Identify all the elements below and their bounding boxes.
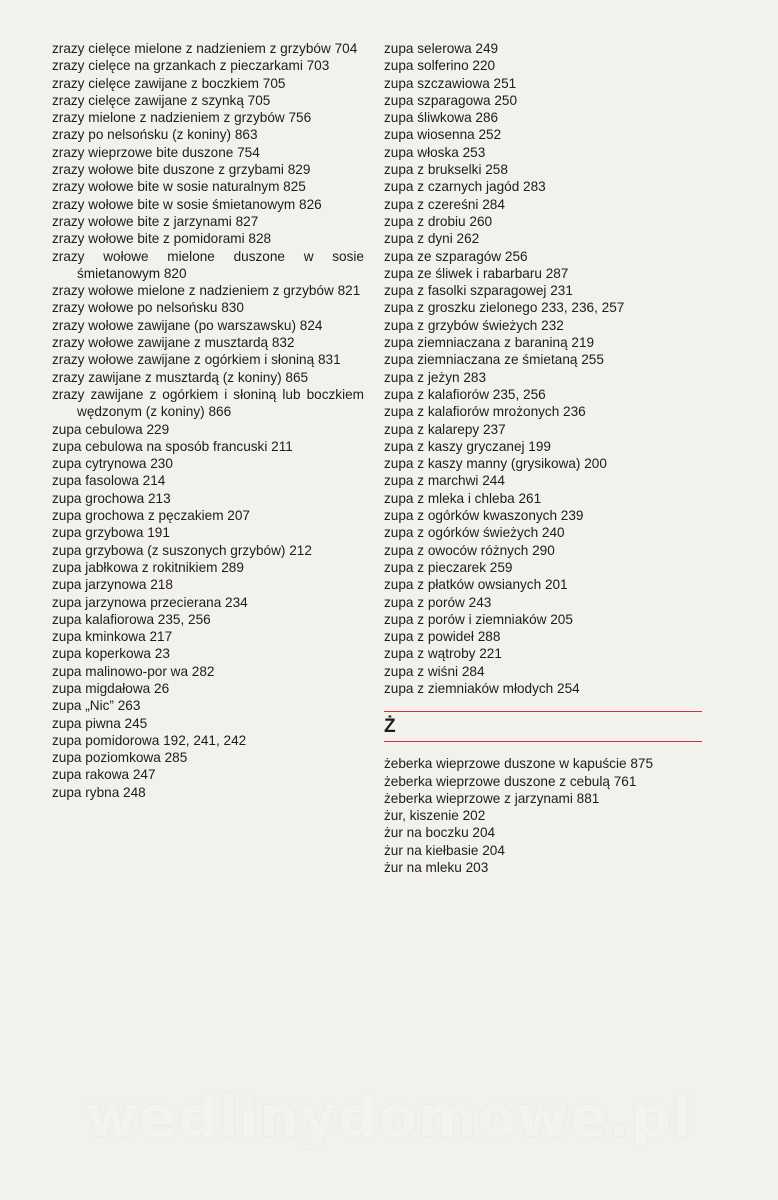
index-entry: zupa ziemniaczana ze śmietaną 255 — [384, 352, 604, 368]
index-entry: zupa fasolowa 214 — [52, 473, 166, 489]
index-entry: zupa z wątroby 221 — [384, 646, 502, 662]
index-entry: zupa z dyni 262 — [384, 231, 480, 247]
section-rule-bottom — [384, 741, 702, 742]
index-entry: zrazy wołowe zawijane z ogórkiem i słoniną 831 — [52, 352, 341, 368]
section-heading: Ż — [384, 716, 396, 738]
index-entry: zupa z marchwi 244 — [384, 473, 505, 489]
index-entry: zupa „Nic” 263 — [52, 698, 141, 714]
index-entry: żur na kiełbasie 204 — [384, 842, 505, 858]
index-entry: zrazy wołowe zawijane z musztardą 832 — [52, 335, 295, 351]
index-entry: zrazy wołowe bite w sosie naturalnym 825 — [52, 179, 306, 195]
index-entry: zupa z powideł 288 — [384, 629, 501, 645]
index-entry: zupa z kaszy gryczanej 199 — [384, 438, 551, 454]
index-entry: zupa piwna 245 — [52, 715, 148, 731]
watermark: wedlinydomowe.pl — [85, 1085, 693, 1150]
index-entry: zrazy cielęce zawijane z szynką 705 — [52, 92, 271, 108]
index-entry: zupa grochowa z pęczakiem 207 — [52, 508, 250, 524]
index-entry: zrazy wołowe bite duszone z grzybami 829 — [52, 162, 311, 178]
index-entry: zupa ze śliwek i rabarbaru 287 — [384, 265, 569, 281]
index-entry: zupa z ogórków świeżych 240 — [384, 525, 565, 541]
index-left-column — [52, 40, 364, 801]
z-entries-list — [384, 40, 702, 697]
index-right-column — [384, 40, 702, 876]
index-entry: zupa śliwkowa 286 — [384, 110, 499, 126]
index-entry: zrazy wołowe po nelsońsku 830 — [52, 300, 244, 316]
index-entry: zupa z czarnych jagód 283 — [384, 179, 546, 195]
index-entry: zupa grochowa 213 — [52, 490, 171, 506]
zh-entries-list — [384, 755, 702, 876]
index-entry: zupa kminkowa 217 — [52, 629, 173, 645]
index-entry: zupa z płatków owsianych 201 — [384, 577, 568, 593]
section-rule-top — [384, 711, 702, 712]
index-entry: zupa z kalarepy 237 — [384, 421, 506, 437]
index-entry: zupa cebulowa na sposób francuski 211 — [52, 438, 293, 454]
index-entry: zupa cytrynowa 230 — [52, 456, 173, 472]
index-entry: zupa selerowa 249 — [384, 41, 499, 56]
index-entry: zupa z wiśni 284 — [384, 663, 485, 679]
index-entry: zrazy zawijane z musztardą (z koniny) 865 — [52, 369, 309, 385]
index-entry: zupa z kalafiorów 235, 256 — [384, 386, 546, 402]
index-entry: zrazy wieprzowe bite duszone 754 — [52, 144, 260, 160]
index-entry: zupa włoska 253 — [384, 144, 486, 160]
index-entry: żeberka wieprzowe duszone w kapuście 875 — [384, 756, 654, 772]
index-entry: zupa z owoców różnych 290 — [384, 542, 555, 558]
index-entry: zupa z brukselki 258 — [384, 162, 508, 178]
index-entry: zrazy po nelsońsku (z koniny) 863 — [52, 127, 258, 143]
index-entry: zupa z jeżyn 283 — [384, 369, 487, 385]
index-entry: zupa koperkowa 23 — [52, 646, 170, 662]
index-entry: zupa malinowo-por wa 282 — [52, 663, 215, 679]
index-entry: zupa z kalafiorów mrożonych 236 — [384, 404, 586, 420]
index-entry: zupa grzybowa (z suszonych grzybów) 212 — [52, 542, 312, 558]
index-entry: zupa kalafiorowa 235, 256 — [52, 611, 211, 627]
index-entry: żeberka wieprzowe z jarzynami 881 — [384, 790, 600, 806]
index-entry: zupa jarzynowa przecierana 234 — [52, 594, 248, 610]
index-entry: zrazy mielone z nadzieniem z grzybów 756 — [52, 110, 312, 126]
index-entry: zrazy wołowe zawijane (po warszawsku) 824 — [52, 317, 323, 333]
index-entry: zupa z ogórków kwaszonych 239 — [384, 508, 584, 524]
index-entry: zupa z ziemniaków młodych 254 — [384, 680, 580, 696]
index-entry: zupa szczawiowa 251 — [384, 75, 517, 91]
index-entry: żur, kiszenie 202 — [384, 808, 486, 824]
index-entry: zupa pomidorowa 192, 241, 242 — [52, 732, 247, 748]
index-entry: zupa z pieczarek 259 — [384, 559, 513, 575]
index-entry: zupa grzybowa 191 — [52, 525, 170, 541]
index-entry: zupa wiosenna 252 — [384, 127, 502, 143]
index-entry: zupa rakowa 247 — [52, 767, 156, 783]
index-entry: zrazy wołowe mielone z nadzieniem z grzybów 821 — [52, 283, 361, 299]
index-entry: zupa z fasolki szparagowej 231 — [384, 283, 573, 299]
index-entry: zrazy wołowe bite z jarzynami 827 — [52, 213, 259, 229]
index-entry: zrazy wołowe mielone duszone w sosie śmietanowym 820 — [52, 248, 364, 281]
index-entry: zupa z kaszy manny (grysikowa) 200 — [384, 456, 607, 472]
index-entry: zupa z czereśni 284 — [384, 196, 505, 212]
index-entry: zupa cebulowa 229 — [52, 421, 170, 437]
index-entry: zrazy cielęce na grzankach z pieczarkami 703 — [52, 58, 330, 74]
index-entry: zupa rybna 248 — [52, 784, 146, 800]
index-entry: zupa z porów i ziemniaków 205 — [384, 611, 573, 627]
index-entry: zrazy wołowe bite z pomidorami 828 — [52, 231, 272, 247]
index-entry: zupa szparagowa 250 — [384, 92, 518, 108]
index-entry: żur na boczku 204 — [384, 825, 496, 841]
index-entry: zupa jarzynowa 218 — [52, 577, 173, 593]
index-entry: zrazy zawijane z ogórkiem i słoniną lub boczkiem wędzonym (z koniny) 866 — [52, 386, 364, 420]
index-entry: zupa z drobiu 260 — [384, 213, 493, 229]
index-entry: zupa z porów 243 — [384, 594, 492, 610]
index-entry: zupa ziemniaczana z baraniną 219 — [384, 335, 595, 351]
index-entry: żur na mleku 203 — [384, 860, 489, 876]
index-entry: zupa z mleka i chleba 261 — [384, 490, 542, 506]
index-entry: zupa poziomkowa 285 — [52, 750, 188, 766]
index-entry: zupa migdałowa 26 — [52, 680, 170, 696]
index-entry: zupa jabłkowa z rokitnikiem 289 — [52, 559, 244, 575]
index-entry: żeberka wieprzowe duszone z cebulą 761 — [384, 773, 637, 789]
index-entry: zupa ze szparagów 256 — [384, 248, 528, 264]
index-entry: zupa z groszku zielonego 233, 236, 257 — [384, 300, 625, 316]
index-entry: zrazy cielęce mielone z nadzieniem z grzybów 704 — [52, 41, 358, 56]
index-entry: zupa solferino 220 — [384, 58, 496, 74]
index-entry: zrazy cielęce zawijane z boczkiem 705 — [52, 75, 286, 91]
index-entry: zrazy wołowe bite w sosie śmietanowym 826 — [52, 196, 322, 212]
index-entry: zupa z grzybów świeżych 232 — [384, 317, 564, 333]
